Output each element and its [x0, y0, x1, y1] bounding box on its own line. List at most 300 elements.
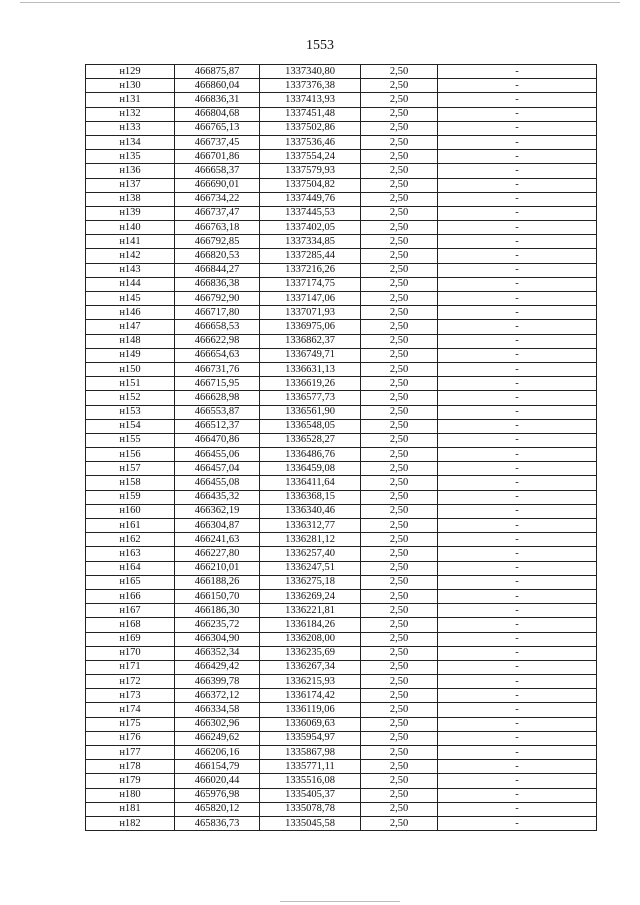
x-coordinate-cell: 466701,86 [175, 150, 260, 164]
x-coordinate-cell: 466457,04 [175, 462, 260, 476]
point-id-cell: н137 [86, 178, 175, 192]
x-coordinate-cell: 466715,95 [175, 377, 260, 391]
point-id-cell: н139 [86, 206, 175, 220]
point-id-cell: н176 [86, 731, 175, 745]
note-cell: - [438, 433, 597, 447]
x-coordinate-cell: 466836,31 [175, 93, 260, 107]
y-coordinate-cell: 1336577,73 [260, 391, 361, 405]
x-coordinate-cell: 466765,13 [175, 121, 260, 135]
note-cell: - [438, 249, 597, 263]
note-cell: - [438, 731, 597, 745]
point-id-cell: н130 [86, 79, 175, 93]
note-cell: - [438, 490, 597, 504]
error-cell: 2,50 [361, 263, 438, 277]
point-id-cell: н166 [86, 589, 175, 603]
point-id-cell: н138 [86, 192, 175, 206]
note-cell: - [438, 703, 597, 717]
point-id-cell: н141 [86, 235, 175, 249]
y-coordinate-cell: 1335078,78 [260, 802, 361, 816]
y-coordinate-cell: 1336486,76 [260, 448, 361, 462]
point-id-cell: н136 [86, 164, 175, 178]
error-cell: 2,50 [361, 334, 438, 348]
error-cell: 2,50 [361, 235, 438, 249]
note-cell: - [438, 65, 597, 79]
y-coordinate-cell: 1336368,15 [260, 490, 361, 504]
x-coordinate-cell: 465820,12 [175, 802, 260, 816]
x-coordinate-cell: 466622,98 [175, 334, 260, 348]
y-coordinate-cell: 1336340,46 [260, 504, 361, 518]
note-cell: - [438, 476, 597, 490]
x-coordinate-cell: 466399,78 [175, 675, 260, 689]
error-cell: 2,50 [361, 589, 438, 603]
point-id-cell: н149 [86, 348, 175, 362]
table-row [86, 93, 597, 107]
y-coordinate-cell: 1336221,81 [260, 604, 361, 618]
error-cell: 2,50 [361, 746, 438, 760]
x-coordinate-cell: 466362,19 [175, 504, 260, 518]
note-cell: - [438, 504, 597, 518]
table-row [86, 788, 597, 802]
note-cell: - [438, 320, 597, 334]
error-cell: 2,50 [361, 519, 438, 533]
x-coordinate-cell: 466836,38 [175, 277, 260, 291]
point-id-cell: н175 [86, 717, 175, 731]
x-coordinate-cell: 466304,90 [175, 632, 260, 646]
table-row [86, 150, 597, 164]
table-row [86, 419, 597, 433]
table-row [86, 675, 597, 689]
y-coordinate-cell: 1336312,77 [260, 519, 361, 533]
x-coordinate-cell: 466429,42 [175, 660, 260, 674]
table-row [86, 717, 597, 731]
error-cell: 2,50 [361, 646, 438, 660]
y-coordinate-cell: 1337334,85 [260, 235, 361, 249]
y-coordinate-cell: 1336247,51 [260, 561, 361, 575]
error-cell: 2,50 [361, 150, 438, 164]
point-id-cell: н143 [86, 263, 175, 277]
point-id-cell: н178 [86, 760, 175, 774]
x-coordinate-cell: 466792,90 [175, 292, 260, 306]
y-coordinate-cell: 1336975,06 [260, 320, 361, 334]
note-cell: - [438, 462, 597, 476]
error-cell: 2,50 [361, 802, 438, 816]
table-row [86, 448, 597, 462]
x-coordinate-cell: 466304,87 [175, 519, 260, 533]
point-id-cell: н161 [86, 519, 175, 533]
x-coordinate-cell: 466020,44 [175, 774, 260, 788]
note-cell: - [438, 277, 597, 291]
x-coordinate-cell: 466553,87 [175, 405, 260, 419]
error-cell: 2,50 [361, 79, 438, 93]
error-cell: 2,50 [361, 362, 438, 376]
x-coordinate-cell: 466792,85 [175, 235, 260, 249]
x-coordinate-cell: 466734,22 [175, 192, 260, 206]
error-cell: 2,50 [361, 249, 438, 263]
y-coordinate-cell: 1337216,26 [260, 263, 361, 277]
point-id-cell: н134 [86, 135, 175, 149]
error-cell: 2,50 [361, 65, 438, 79]
table-row [86, 660, 597, 674]
error-cell: 2,50 [361, 561, 438, 575]
y-coordinate-cell: 1336631,13 [260, 362, 361, 376]
error-cell: 2,50 [361, 703, 438, 717]
x-coordinate-cell: 466186,30 [175, 604, 260, 618]
table-row [86, 476, 597, 490]
error-cell: 2,50 [361, 632, 438, 646]
table-row [86, 433, 597, 447]
table-row [86, 121, 597, 135]
note-cell: - [438, 547, 597, 561]
note-cell: - [438, 135, 597, 149]
error-cell: 2,50 [361, 164, 438, 178]
y-coordinate-cell: 1337174,75 [260, 277, 361, 291]
y-coordinate-cell: 1337402,05 [260, 221, 361, 235]
note-cell: - [438, 604, 597, 618]
note-cell: - [438, 575, 597, 589]
coordinates-table [85, 64, 597, 831]
error-cell: 2,50 [361, 107, 438, 121]
table-row [86, 107, 597, 121]
table-row [86, 760, 597, 774]
table-row [86, 221, 597, 235]
note-cell: - [438, 760, 597, 774]
table-row [86, 504, 597, 518]
table-row [86, 135, 597, 149]
error-cell: 2,50 [361, 221, 438, 235]
x-coordinate-cell: 466206,16 [175, 746, 260, 760]
y-coordinate-cell: 1336749,71 [260, 348, 361, 362]
table-row [86, 362, 597, 376]
point-id-cell: н142 [86, 249, 175, 263]
note-cell: - [438, 689, 597, 703]
point-id-cell: н155 [86, 433, 175, 447]
error-cell: 2,50 [361, 490, 438, 504]
x-coordinate-cell: 466249,62 [175, 731, 260, 745]
x-coordinate-cell: 465976,98 [175, 788, 260, 802]
x-coordinate-cell: 466470,86 [175, 433, 260, 447]
table-row [86, 348, 597, 362]
point-id-cell: н181 [86, 802, 175, 816]
note-cell: - [438, 448, 597, 462]
note-cell: - [438, 348, 597, 362]
error-cell: 2,50 [361, 604, 438, 618]
table-row [86, 235, 597, 249]
y-coordinate-cell: 1335771,11 [260, 760, 361, 774]
table-row [86, 249, 597, 263]
table-row [86, 320, 597, 334]
x-coordinate-cell: 466435,32 [175, 490, 260, 504]
point-id-cell: н153 [86, 405, 175, 419]
error-cell: 2,50 [361, 306, 438, 320]
table-row [86, 306, 597, 320]
y-coordinate-cell: 1336069,63 [260, 717, 361, 731]
error-cell: 2,50 [361, 675, 438, 689]
y-coordinate-cell: 1336281,12 [260, 533, 361, 547]
x-coordinate-cell: 466875,87 [175, 65, 260, 79]
y-coordinate-cell: 1336862,37 [260, 334, 361, 348]
x-coordinate-cell: 466658,37 [175, 164, 260, 178]
y-coordinate-cell: 1335516,08 [260, 774, 361, 788]
error-cell: 2,50 [361, 618, 438, 632]
table-row [86, 703, 597, 717]
y-coordinate-cell: 1336269,24 [260, 589, 361, 603]
error-cell: 2,50 [361, 462, 438, 476]
note-cell: - [438, 121, 597, 135]
table-row [86, 774, 597, 788]
x-coordinate-cell: 465836,73 [175, 816, 260, 830]
error-cell: 2,50 [361, 391, 438, 405]
table-row [86, 206, 597, 220]
x-coordinate-cell: 466860,04 [175, 79, 260, 93]
y-coordinate-cell: 1336267,34 [260, 660, 361, 674]
error-cell: 2,50 [361, 277, 438, 291]
x-coordinate-cell: 466241,63 [175, 533, 260, 547]
error-cell: 2,50 [361, 93, 438, 107]
table-row [86, 604, 597, 618]
error-cell: 2,50 [361, 121, 438, 135]
x-coordinate-cell: 466352,34 [175, 646, 260, 660]
x-coordinate-cell: 466188,26 [175, 575, 260, 589]
x-coordinate-cell: 466150,70 [175, 589, 260, 603]
note-cell: - [438, 816, 597, 830]
note-cell: - [438, 561, 597, 575]
note-cell: - [438, 178, 597, 192]
y-coordinate-cell: 1336561,90 [260, 405, 361, 419]
point-id-cell: н146 [86, 306, 175, 320]
point-id-cell: н168 [86, 618, 175, 632]
error-cell: 2,50 [361, 504, 438, 518]
x-coordinate-cell: 466455,08 [175, 476, 260, 490]
point-id-cell: н145 [86, 292, 175, 306]
note-cell: - [438, 646, 597, 660]
y-coordinate-cell: 1336411,64 [260, 476, 361, 490]
y-coordinate-cell: 1336257,40 [260, 547, 361, 561]
note-cell: - [438, 79, 597, 93]
note-cell: - [438, 334, 597, 348]
point-id-cell: н156 [86, 448, 175, 462]
point-id-cell: н158 [86, 476, 175, 490]
note-cell: - [438, 164, 597, 178]
error-cell: 2,50 [361, 206, 438, 220]
table-row [86, 263, 597, 277]
note-cell: - [438, 774, 597, 788]
error-cell: 2,50 [361, 320, 438, 334]
y-coordinate-cell: 1336528,27 [260, 433, 361, 447]
point-id-cell: н144 [86, 277, 175, 291]
table-row [86, 178, 597, 192]
point-id-cell: н151 [86, 377, 175, 391]
note-cell: - [438, 419, 597, 433]
bottom-edge-line [280, 901, 400, 902]
note-cell: - [438, 788, 597, 802]
x-coordinate-cell: 466302,96 [175, 717, 260, 731]
point-id-cell: н163 [86, 547, 175, 561]
x-coordinate-cell: 466804,68 [175, 107, 260, 121]
note-cell: - [438, 377, 597, 391]
error-cell: 2,50 [361, 135, 438, 149]
error-cell: 2,50 [361, 660, 438, 674]
table-row [86, 547, 597, 561]
top-edge-line [20, 2, 620, 3]
note-cell: - [438, 221, 597, 235]
point-id-cell: н133 [86, 121, 175, 135]
table-row [86, 192, 597, 206]
error-cell: 2,50 [361, 419, 438, 433]
table-row [86, 632, 597, 646]
point-id-cell: н129 [86, 65, 175, 79]
page-number: 1553 [306, 38, 334, 53]
error-cell: 2,50 [361, 178, 438, 192]
point-id-cell: н131 [86, 93, 175, 107]
table-row [86, 533, 597, 547]
x-coordinate-cell: 466690,01 [175, 178, 260, 192]
error-cell: 2,50 [361, 547, 438, 561]
error-cell: 2,50 [361, 731, 438, 745]
note-cell: - [438, 533, 597, 547]
y-coordinate-cell: 1335954,97 [260, 731, 361, 745]
x-coordinate-cell: 466737,47 [175, 206, 260, 220]
point-id-cell: н157 [86, 462, 175, 476]
table-row [86, 589, 597, 603]
point-id-cell: н177 [86, 746, 175, 760]
y-coordinate-cell: 1337451,48 [260, 107, 361, 121]
x-coordinate-cell: 466372,12 [175, 689, 260, 703]
x-coordinate-cell: 466512,37 [175, 419, 260, 433]
y-coordinate-cell: 1337071,93 [260, 306, 361, 320]
note-cell: - [438, 206, 597, 220]
note-cell: - [438, 589, 597, 603]
y-coordinate-cell: 1336548,05 [260, 419, 361, 433]
point-id-cell: н154 [86, 419, 175, 433]
note-cell: - [438, 107, 597, 121]
table-row [86, 277, 597, 291]
error-cell: 2,50 [361, 760, 438, 774]
x-coordinate-cell: 466737,45 [175, 135, 260, 149]
point-id-cell: н132 [86, 107, 175, 121]
error-cell: 2,50 [361, 348, 438, 362]
point-id-cell: н169 [86, 632, 175, 646]
error-cell: 2,50 [361, 405, 438, 419]
point-id-cell: н174 [86, 703, 175, 717]
y-coordinate-cell: 1337445,53 [260, 206, 361, 220]
x-coordinate-cell: 466334,58 [175, 703, 260, 717]
table-row [86, 802, 597, 816]
error-cell: 2,50 [361, 533, 438, 547]
point-id-cell: н172 [86, 675, 175, 689]
table-row [86, 391, 597, 405]
table-row [86, 405, 597, 419]
table-row [86, 334, 597, 348]
y-coordinate-cell: 1336459,08 [260, 462, 361, 476]
table-row [86, 618, 597, 632]
coordinates-table-body [86, 65, 597, 831]
table-row [86, 689, 597, 703]
table-row [86, 816, 597, 830]
table-row [86, 519, 597, 533]
y-coordinate-cell: 1337376,38 [260, 79, 361, 93]
point-id-cell: н164 [86, 561, 175, 575]
error-cell: 2,50 [361, 575, 438, 589]
y-coordinate-cell: 1336184,26 [260, 618, 361, 632]
error-cell: 2,50 [361, 788, 438, 802]
point-id-cell: н173 [86, 689, 175, 703]
error-cell: 2,50 [361, 292, 438, 306]
x-coordinate-cell: 466235,72 [175, 618, 260, 632]
note-cell: - [438, 263, 597, 277]
point-id-cell: н171 [86, 660, 175, 674]
point-id-cell: н165 [86, 575, 175, 589]
note-cell: - [438, 632, 597, 646]
table-row [86, 746, 597, 760]
note-cell: - [438, 746, 597, 760]
y-coordinate-cell: 1335867,98 [260, 746, 361, 760]
y-coordinate-cell: 1336174,42 [260, 689, 361, 703]
point-id-cell: н135 [86, 150, 175, 164]
y-coordinate-cell: 1337285,44 [260, 249, 361, 263]
error-cell: 2,50 [361, 192, 438, 206]
error-cell: 2,50 [361, 717, 438, 731]
table-row [86, 377, 597, 391]
note-cell: - [438, 150, 597, 164]
y-coordinate-cell: 1337147,06 [260, 292, 361, 306]
x-coordinate-cell: 466717,80 [175, 306, 260, 320]
note-cell: - [438, 93, 597, 107]
note-cell: - [438, 306, 597, 320]
y-coordinate-cell: 1336619,26 [260, 377, 361, 391]
point-id-cell: н152 [86, 391, 175, 405]
x-coordinate-cell: 466628,98 [175, 391, 260, 405]
y-coordinate-cell: 1337340,80 [260, 65, 361, 79]
error-cell: 2,50 [361, 689, 438, 703]
table-row [86, 65, 597, 79]
point-id-cell: н170 [86, 646, 175, 660]
point-id-cell: н180 [86, 788, 175, 802]
note-cell: - [438, 192, 597, 206]
x-coordinate-cell: 466658,53 [175, 320, 260, 334]
point-id-cell: н159 [86, 490, 175, 504]
table-row [86, 646, 597, 660]
error-cell: 2,50 [361, 433, 438, 447]
note-cell: - [438, 362, 597, 376]
table-row [86, 79, 597, 93]
y-coordinate-cell: 1336275,18 [260, 575, 361, 589]
point-id-cell: н182 [86, 816, 175, 830]
y-coordinate-cell: 1335405,37 [260, 788, 361, 802]
table-row [86, 164, 597, 178]
point-id-cell: н148 [86, 334, 175, 348]
x-coordinate-cell: 466227,80 [175, 547, 260, 561]
note-cell: - [438, 618, 597, 632]
table-row [86, 575, 597, 589]
note-cell: - [438, 717, 597, 731]
note-cell: - [438, 675, 597, 689]
y-coordinate-cell: 1336215,93 [260, 675, 361, 689]
note-cell: - [438, 391, 597, 405]
table-row [86, 561, 597, 575]
table-row [86, 490, 597, 504]
point-id-cell: н150 [86, 362, 175, 376]
x-coordinate-cell: 466820,53 [175, 249, 260, 263]
table-row [86, 292, 597, 306]
note-cell: - [438, 292, 597, 306]
note-cell: - [438, 519, 597, 533]
error-cell: 2,50 [361, 816, 438, 830]
point-id-cell: н162 [86, 533, 175, 547]
x-coordinate-cell: 466731,76 [175, 362, 260, 376]
y-coordinate-cell: 1336119,06 [260, 703, 361, 717]
y-coordinate-cell: 1337449,76 [260, 192, 361, 206]
x-coordinate-cell: 466763,18 [175, 221, 260, 235]
